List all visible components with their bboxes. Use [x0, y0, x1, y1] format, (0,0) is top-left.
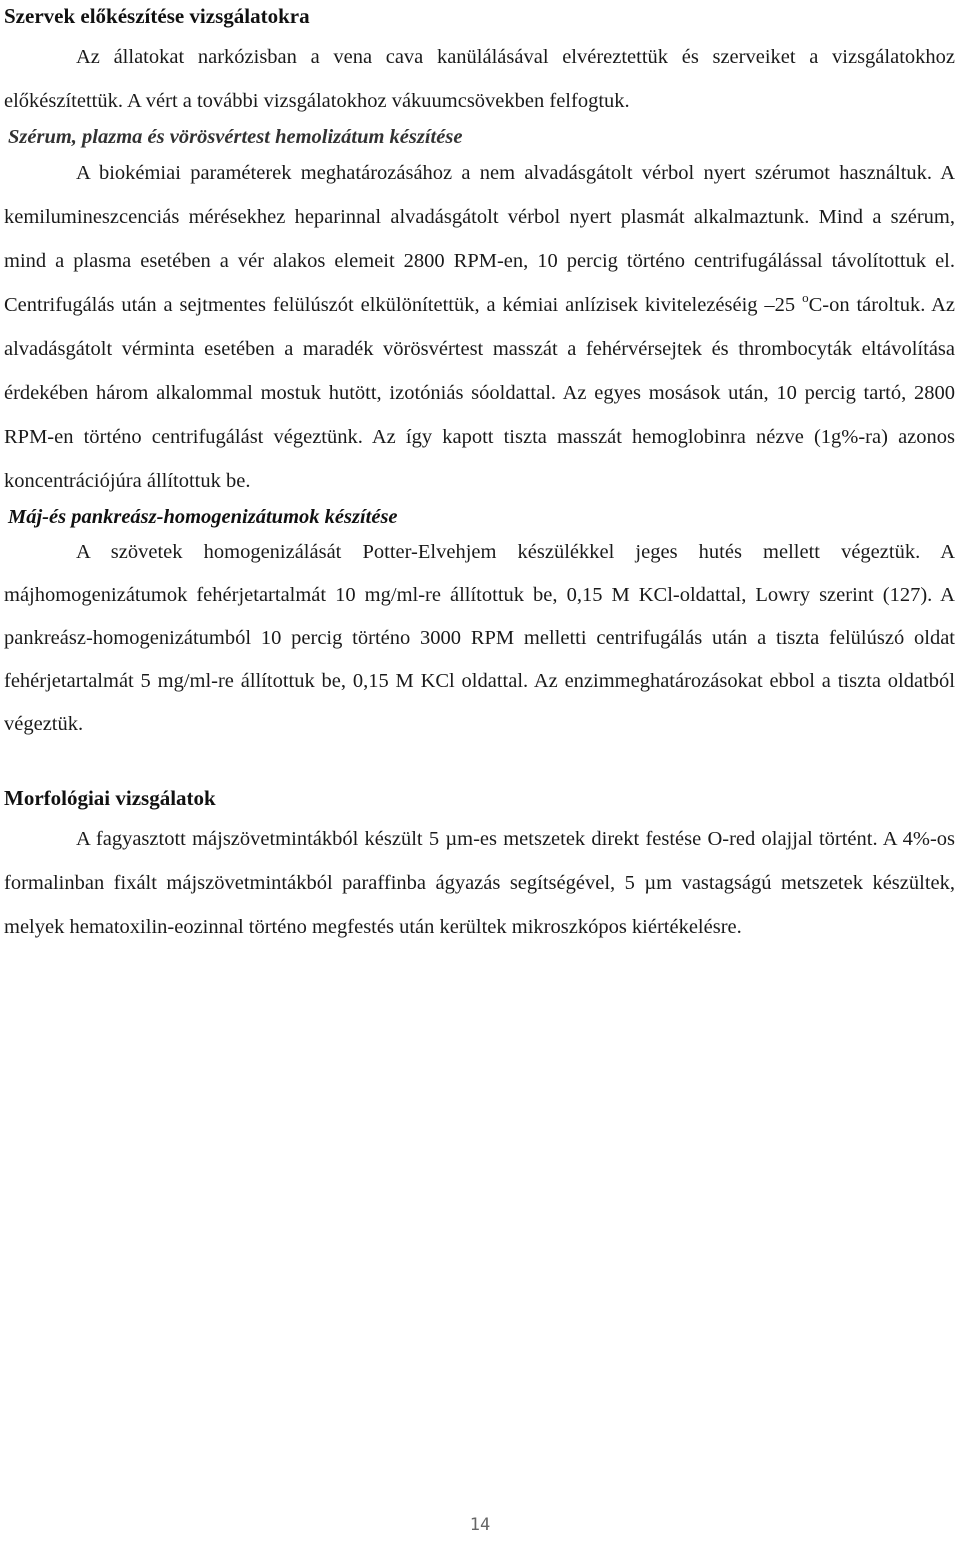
paragraph-morphology: A fagyasztott májszövetmintákból készült 5 µm-es metszetek direkt festése O-red olajjal történt. A 4%-os formalinban fixált májszövetmintákból paraffinba ágyazás segítségével, 5 µm vastagságú metszetek készültek, melyek hematoxilin-eozinnal történo megfestés után kerültek mikroszkópos kiértékelésre.	[4, 828, 955, 938]
subheading-serum-plasma: Szérum, plazma és vörösvértest hemolizátum készítése	[8, 126, 463, 148]
document-page	[4, 0, 955, 949]
paragraph-serum-text-part1: A biokémiai paraméterek meghatározásához a nem alvadásgátolt vérbol nyert szérumot használtuk. A kemilumineszcenciás mérésekhez heparinnal alvadásgátolt vérbol nyert plasmát alkalmaztunk. Mind a szérum, mind a plasma esetében a vér alakos elemeit 2800 RPM-en, 10 percig történo centrifugálással távolítottuk el. Centrifugálás után a sejtmentes felülúszót elkülönítettük, a kémiai anlízisek kivitelezéséig –25	[4, 162, 955, 316]
paragraph-anesthesia: Az állatokat narkózisban a vena cava kanülálásával elvéreztettük és szerveiket a vizsgálatokhoz előkészítettük. A vért a további vizsgálatokhoz vákuumcsövekben felfogtuk.	[4, 46, 955, 112]
degree-superscript: o	[802, 290, 809, 305]
paragraph-serum-text-part2: C-on tároltuk. Az alvadásgátolt vérminta esetében a maradék vörösvértest masszát a fehérvérsejtek és thrombocyták eltávolítása érdekében három alkalommal mostuk hutött, izotóniás sóoldattal. Az egyes mosások után, 10 percig tartó, 2800 RPM-en történo centrifugálást végeztünk. Az így kapott tiszta masszát hemoglobinra nézve (1g%-ra) azonos koncentrációjúra állítottuk be.	[4, 294, 955, 492]
subheading-liver-pancreas: Máj-és pankreász-homogenizátumok készítése	[8, 506, 398, 528]
paragraph-serum-plasma	[4, 151, 955, 503]
section-heading-morphology: Morfológiai vizsgálatok	[4, 786, 216, 810]
paragraph-liver-pancreas: A szövetek homogenizálását Potter-Elvehjem készülékkel jeges hutés mellett végeztük. A májhomogenizátumok fehérjetartalmát 10 mg/ml-re állítottuk be, 0,15 M KCl-oldattal, Lowry szerint (127). A pankreász-homogenizátumból 10 percig történo 3000 RPM melletti centrifugálás után a tiszta felülúszó oldat fehérjetartalmát 5 mg/ml-re állítottuk be, 0,15 M KCl oldattal. Az enzimmeghatározásokat ebbol a tiszta oldatból végeztük.	[4, 541, 955, 735]
section-heading-organ-preparation: Szervek előkészítése vizsgálatokra	[4, 4, 310, 28]
page-number: 14	[469, 1515, 491, 1535]
